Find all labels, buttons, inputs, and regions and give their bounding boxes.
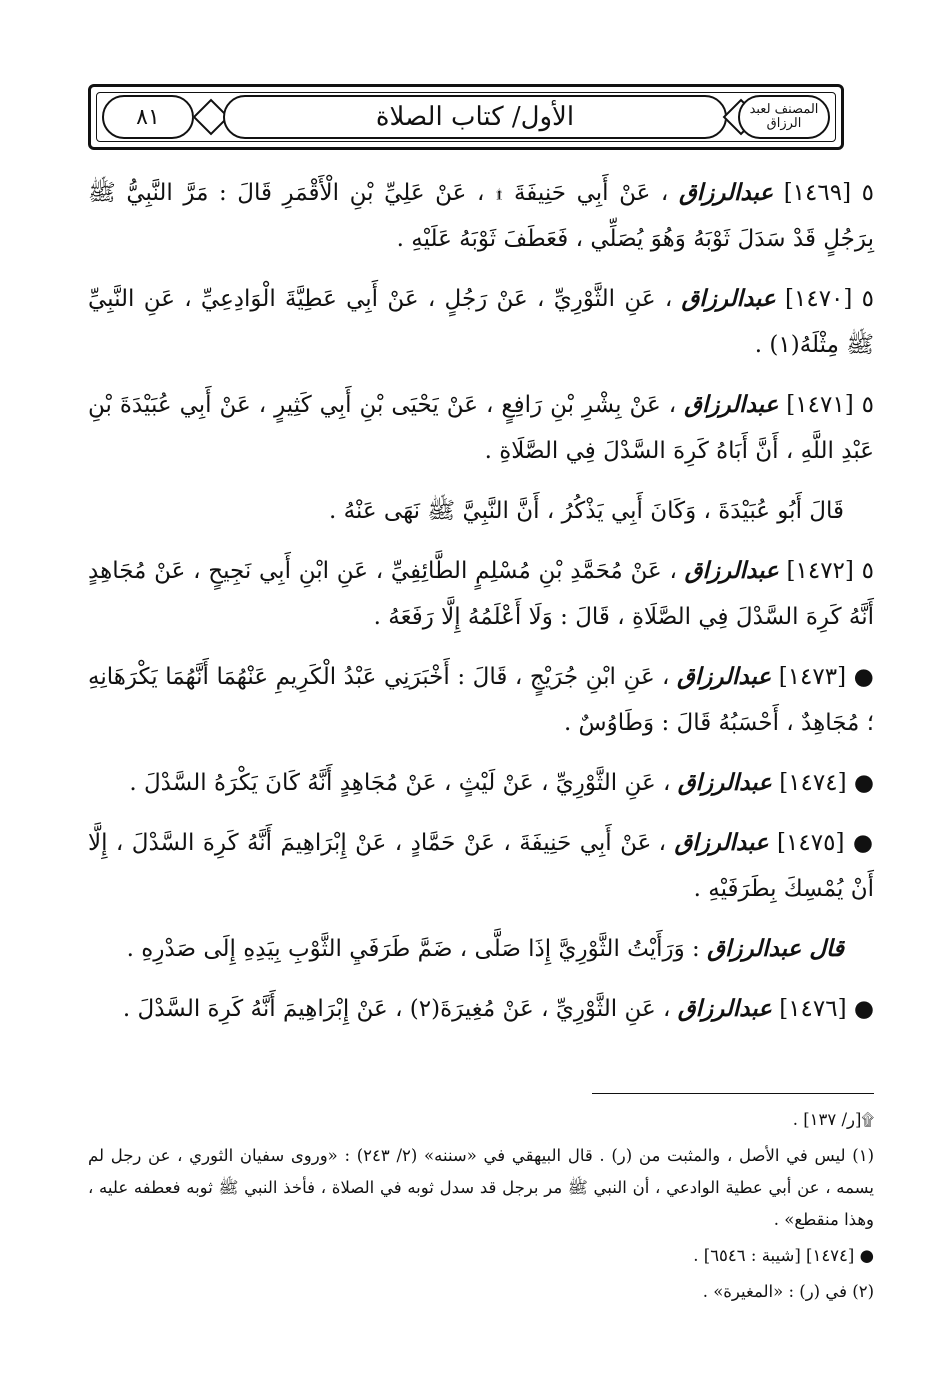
hadith-text: ، عَنِ ابْنِ جُرَيْجٍ ، قَالَ : أَخْبَرَنِي عَبْدُ الْكَرِيمِ عَنْهُمَا أَنَّهُمَا يَكْرَهَانِهِ ؛ مُجَاهِدٌ ، أَحْسَبُهُ قَالَ : وَطَاوُسٌ .: [88, 664, 874, 736]
hadith-text: قَالَ أَبُو عُبَيْدَةَ ، وَكَانَ أَبِي يَذْكُرُ ، أَنَّ النَّبِيَّ ﷺ نَهَى عَنْهُ .: [328, 498, 844, 524]
hadith-paragraph: [88, 760, 874, 806]
hadith-paragraph: [88, 382, 874, 474]
page-header: [88, 84, 844, 150]
footnote: (١) ليس في الأصل ، والمثبت من (ر) . قال البيهقي في «سننه» (٢/ ٢٤٣) : «وروى سفيان الثوري ، عن رجل لم يسمه ، عن أبي عطية الوادعي ، أن النبي ﷺ مر برجل قد سدل ثوبه في الصلاة ، فأخذ النبي ﷺ ثوبه فعطفه عليه ، وهذا منقطع» .: [88, 1146, 874, 1229]
hadith-number: [١٤٧٢]: [786, 558, 854, 584]
hadith-text: ، عَنِ الثَّوْرِيِّ ، عَنْ مُغِيرَةَ(٢) ، عَنْ إِبْرَاهِيمَ أَنَّهُ كَرِهَ السَّدْلَ .: [122, 996, 671, 1022]
author-name: عبدالرزاق: [684, 557, 779, 584]
hadith-text: ، عَنِ الثَّوْرِيِّ ، عَنْ لَيْثٍ ، عَنْ مُجَاهِدٍ أَنَّهُ كَانَ يَكْرَهُ السَّدْلَ .: [129, 770, 671, 796]
main-text: [88, 170, 874, 1046]
hadith-number: [١٤٧١]: [786, 392, 854, 418]
hadith-text: ، عَنْ أَبِي حَنِيفَةَ ۩ ، عَنْ عَلِيِّ بْنِ الْأَقْمَرِ قَالَ : مَرَّ النَّبِيُّ ﷺ بِرَجُلٍ قَدْ سَدَلَ ثَوْبَهُ وَهُوَ يُصَلِّي ، فَعَطَفَ ثَوْبَهُ عَلَيْهِ .: [88, 180, 874, 252]
book-logo: المصنف لعبد الرزاق: [738, 95, 830, 139]
hadith-paragraph: [88, 548, 874, 640]
author-name: عبدالرزاق: [678, 179, 774, 206]
running-title: الأول/ كتاب الصلاة: [223, 95, 727, 139]
author-name: عبدالرزاق: [676, 663, 772, 690]
para-marker: ٥: [861, 286, 875, 312]
hadith-text: ، عَنْ بِشْرِ بْنِ رَافِعٍ ، عَنْ يَحْيَى بْنِ أَبِي كَثِيرٍ ، عَنْ أَبِي عُبَيْدَةَ بْنِ عَبْدِ اللَّهِ ، أَنَّ أَبَاهُ كَرِهَ السَّدْلَ فِي الصَّلَاةِ .: [88, 392, 874, 464]
hadith-number: [١٤٧٦]: [779, 996, 847, 1022]
author-name: عبدالرزاق: [681, 285, 776, 312]
hadith-paragraph: [88, 986, 874, 1032]
para-marker: ٥: [861, 180, 875, 206]
hadith-number: [١٤٧٠]: [785, 286, 853, 312]
author-name: عبدالرزاق: [684, 391, 779, 418]
hadith-paragraph: [88, 488, 874, 534]
footnote-separator: [592, 1093, 874, 1094]
hadith-number: [١٤٧٣]: [778, 664, 847, 690]
hadith-text: : وَرَأَيْتُ الثَّوْرِيَّ إِذَا صَلَّى ، ضَمَّ طَرَفَيِ الثَّوْبِ بِيَدِهِ إِلَى صَدْرِهِ .: [126, 936, 700, 962]
author-name: عبدالرزاق: [677, 995, 772, 1022]
hadith-paragraph: [88, 926, 874, 972]
hadith-text: ، عَنْ مُحَمَّدِ بْنِ مُسْلِمٍ الطَّائِفِيِّ ، عَنِ ابْنِ أَبِي نَجِيحٍ ، عَنْ مُجَاهِدٍ أَنَّهُ كَرِهَ السَّدْلَ فِي الصَّلَاةِ ، قَالَ : وَلَا أَعْلَمُهُ إِلَّا رَفَعَهُ .: [88, 558, 874, 630]
para-marker: ٥: [861, 558, 874, 584]
hadith-number: [١٤٦٩]: [783, 180, 852, 206]
author-name: قال عبدالرزاق: [707, 935, 844, 962]
hadith-number: [١٤٧٥]: [777, 830, 845, 856]
hadith-paragraph: [88, 820, 874, 912]
hadith-paragraph: [88, 654, 874, 746]
author-name: عبدالرزاق: [677, 769, 772, 796]
page-number: ٨١: [102, 95, 194, 139]
hadith-number: [١٤٧٤]: [779, 770, 847, 796]
footnote: ۩[ر/ ١٣٧] .: [792, 1110, 874, 1129]
para-marker: ●: [853, 996, 874, 1022]
para-marker: ●: [853, 664, 874, 690]
author-name: عبدالرزاق: [674, 829, 769, 856]
hadith-text: ، عَنْ أَبِي حَنِيفَةَ ، عَنْ حَمَّادٍ ، عَنْ إِبْرَاهِيمَ أَنَّهُ كَرِهَ السَّدْلَ ، إِلَّا أَنْ يُمْسِكَ بِطَرَفَيْهِ .: [88, 830, 874, 902]
footnote: ● [١٤٧٤] [شيبة : ٦٥٤٦] .: [693, 1246, 874, 1265]
footnote: (٢) في (ر) : «المغيرة» .: [702, 1282, 874, 1301]
hadith-text: ، عَنِ الثَّوْرِيِّ ، عَنْ رَجُلٍ ، عَنْ أَبِي عَطِيَّةَ الْوَادِعِيِّ ، عَنِ النَّبِيِّ ﷺ مِثْلَهُ(١) .: [88, 286, 874, 358]
para-marker: ٥: [861, 392, 875, 418]
para-marker: ●: [852, 830, 874, 856]
para-marker: ●: [853, 770, 874, 796]
footnotes: [88, 1104, 874, 1312]
hadith-paragraph: [88, 276, 874, 368]
hadith-paragraph: [88, 170, 874, 262]
